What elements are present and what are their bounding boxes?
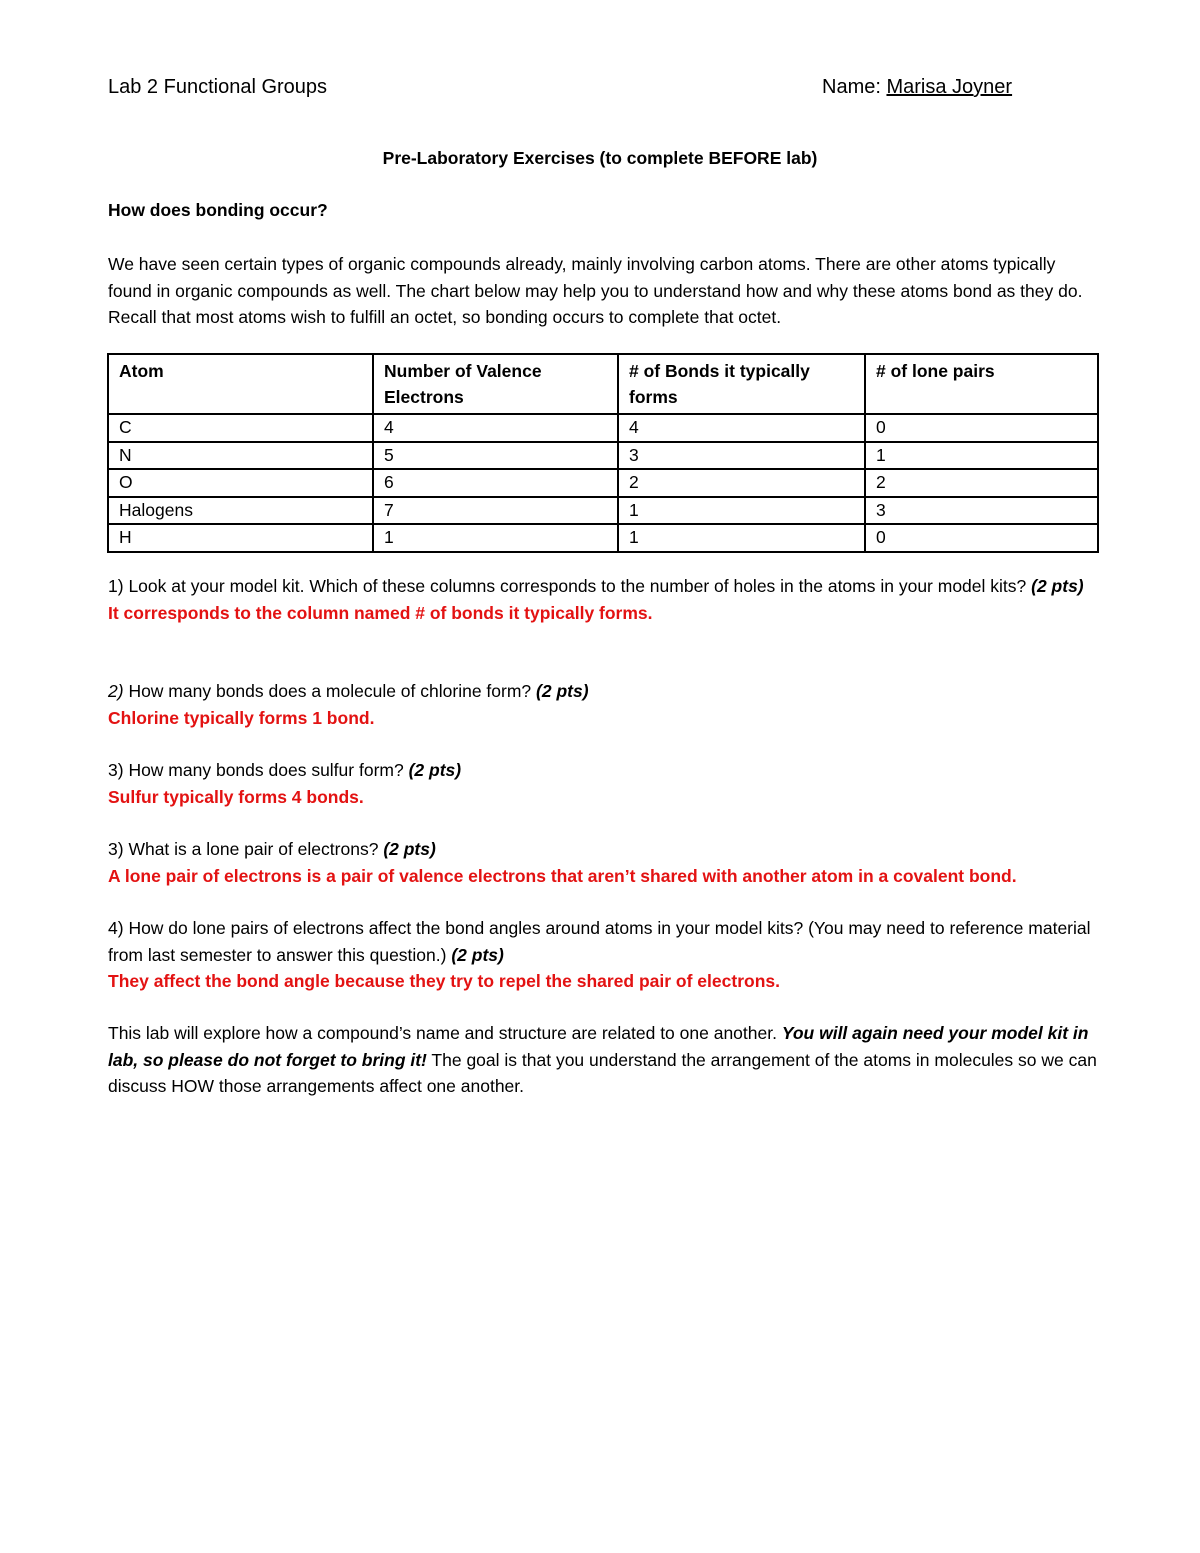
- column-header-atom: Atom: [108, 354, 373, 414]
- table-header-row: [108, 354, 1098, 414]
- table-row: [108, 497, 1098, 525]
- question-prompt: [108, 915, 1098, 968]
- question-2: [108, 678, 1098, 731]
- valence-table: [107, 353, 1099, 553]
- name-label: Name:: [822, 76, 881, 98]
- table-cell: 4: [373, 414, 618, 442]
- table-cell: 1: [618, 497, 865, 525]
- question-number: 3): [108, 760, 124, 780]
- question-1: [108, 573, 1098, 626]
- question-points: (2 pts): [408, 760, 462, 780]
- table-row: [108, 469, 1098, 497]
- question-text: Look at your model kit. Which of these columns corresponds to the number of holes in the atoms in your model kits?: [128, 576, 1027, 596]
- table-cell: 3: [618, 442, 865, 470]
- question-number: 2): [108, 681, 124, 701]
- table-cell: 1: [865, 442, 1098, 470]
- answer-text: They affect the bond angle because they try to repel the shared pair of electrons.: [108, 971, 780, 991]
- question-number: 4): [108, 918, 124, 938]
- question-prompt: [108, 678, 1098, 705]
- question-prompt: [108, 757, 1098, 784]
- question-points: (2 pts): [1031, 576, 1084, 596]
- answer-text: Chlorine typically forms 1 bond.: [108, 707, 375, 728]
- table-row: [108, 524, 1098, 552]
- table-cell: 2: [865, 469, 1098, 497]
- question-number: 3): [108, 839, 124, 859]
- question-points: (2 pts): [451, 944, 504, 965]
- closing-text: This lab will explore how a compound’s name and structure are related to one another.: [108, 1023, 782, 1043]
- question-number: 1): [108, 576, 124, 596]
- column-header-valence-electrons: Number of Valence Electrons: [373, 354, 618, 414]
- table-cell: Halogens: [108, 497, 373, 525]
- page-subtitle: Pre-Laboratory Exercises (to complete BEFORE lab): [382, 148, 818, 168]
- question-prompt: [108, 836, 1098, 863]
- closing-emphasis: You will again need your model kit in lab, so please do not forget to bring it!: [108, 1023, 1089, 1070]
- section-heading: How does bonding occur?: [108, 200, 328, 220]
- answer-text: Sulfur typically forms 4 bonds.: [108, 786, 364, 807]
- question-points: (2 pts): [536, 681, 589, 701]
- table-cell: 0: [865, 524, 1098, 552]
- intro-paragraph: We have seen certain types of organic compounds already, mainly involving carbon atoms. There are other atoms typically found in organic compounds as well. The chart below may help you to understand how and why these atoms bond as they do. Recall that most atoms wish to fulfill an octet, so bonding occurs to complete that octet.: [108, 254, 1083, 327]
- table-cell: H: [108, 524, 373, 552]
- closing-paragraph: [108, 1020, 1103, 1100]
- table-cell: 4: [618, 414, 865, 442]
- table-cell: 6: [373, 469, 618, 497]
- question-text: How many bonds does a molecule of chlorine form?: [128, 681, 532, 701]
- question-text: How do lone pairs of electrons affect the bond angles around atoms in your model kits? (You may need to reference material from last semester to answer this question.): [108, 918, 1091, 965]
- question-prompt: [108, 573, 1098, 600]
- table-cell: N: [108, 442, 373, 470]
- answer-text: It corresponds to the column named # of bonds it typically forms.: [108, 602, 653, 623]
- question-text: How many bonds does sulfur form?: [128, 760, 404, 780]
- table-cell: 5: [373, 442, 618, 470]
- table-row: [108, 442, 1098, 470]
- table-cell: O: [108, 469, 373, 497]
- table-cell: 3: [865, 497, 1098, 525]
- question-5: [108, 915, 1098, 995]
- student-name: [822, 76, 1012, 99]
- closing-text: The goal is that you understand the arrangement of the atoms in molecules so we can discuss HOW those arrangements affect one another.: [108, 1049, 1097, 1096]
- table-cell: 2: [618, 469, 865, 497]
- name-value: Marisa Joyner: [886, 76, 1013, 98]
- question-points: (2 pts): [383, 839, 436, 859]
- table-cell: 1: [618, 524, 865, 552]
- question-3: [108, 757, 1098, 810]
- column-header-bonds: # of Bonds it typically forms: [618, 354, 865, 414]
- lab-title: Lab 2 Functional Groups: [108, 76, 328, 98]
- table-cell: 0: [865, 414, 1098, 442]
- column-header-lone-pairs: # of lone pairs: [865, 354, 1098, 414]
- table-cell: C: [108, 414, 373, 442]
- question-4: [108, 836, 1098, 889]
- question-text: What is a lone pair of electrons?: [128, 839, 379, 859]
- table-cell: 7: [373, 497, 618, 525]
- table-row: [108, 414, 1098, 442]
- table-cell: 1: [373, 524, 618, 552]
- answer-text: A lone pair of electrons is a pair of valence electrons that aren’t shared with another atom in a covalent bond.: [108, 865, 1017, 886]
